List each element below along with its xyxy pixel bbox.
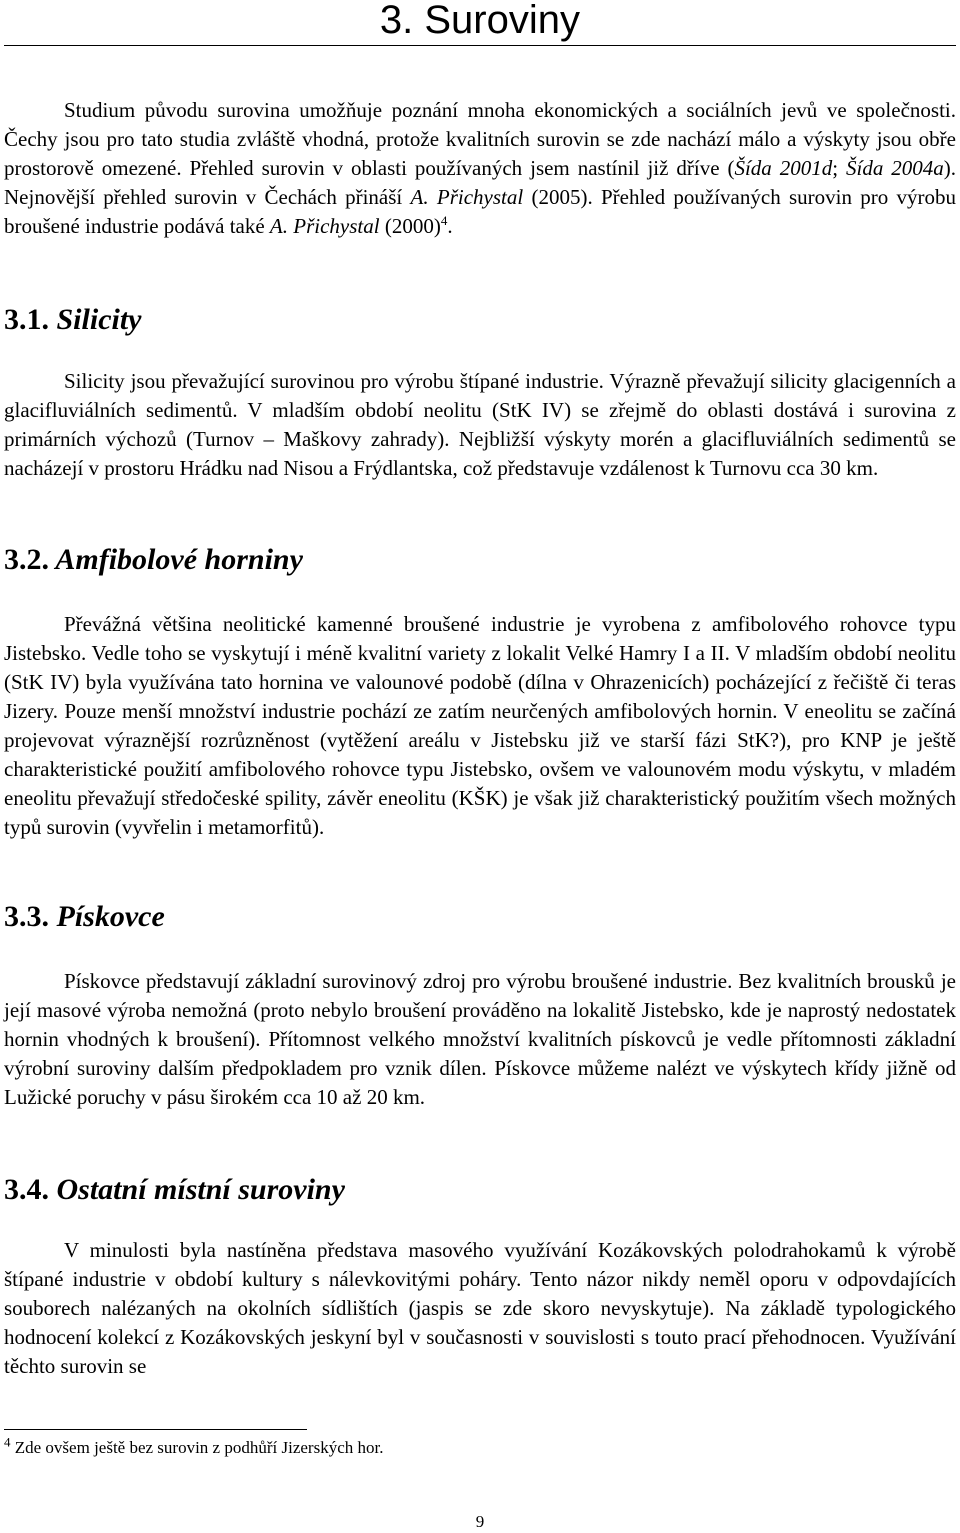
section-title: Silicity	[56, 303, 142, 336]
footnote-divider	[4, 1429, 307, 1430]
citation-separator: ;	[832, 156, 846, 180]
section-title: Pískovce	[56, 900, 165, 933]
section-number: 3.1.	[4, 303, 49, 336]
intro-text-end: .	[447, 214, 453, 238]
footnote-text: Zde ovšem ještě bez surovin z podhůří Jizerských hor.	[10, 1438, 384, 1457]
footnote-reference: 4	[440, 213, 448, 228]
footnote	[4, 1436, 956, 1460]
citation-prichystal-2000: A. Přichystal	[269, 214, 380, 238]
section-paragraph-ostatni-mistni-suroviny: V minulosti byla nastíněna představa masového využívání Kozákovských polodrahokamů k výrobě štípané industrie v období kultury s nálevkovitými poháry. Tento názor nikdy neměl oporu v odpovdajících souborech nalézaných na okolních sídlištích (jaspis se zde skoro nevyskytuje). Na základě typologického hodnocení kolekcí z Kozákovských jeskyní byl v současnosti v souvislosti s touto prací přehodnocen. Využívání těchto surovin se	[4, 1238, 956, 1378]
section-heading-amfibolove-horniny	[4, 542, 303, 578]
intro-text: Studium původu surovina umožňuje poznání mnoha ekonomických a sociálních jevů ve společnosti. Čechy jsou pro tato studia zvláště vhodná, protože kvalitních surovin se zde nachází málo a výskyty jsou obře prostorově omezené. Přehled surovin v oblasti používaných jsem nastínil již dříve (	[4, 98, 956, 180]
citation-sida-2004a: Šída 2004a	[845, 156, 944, 180]
section-heading-ostatni-mistni-suroviny	[4, 1172, 345, 1208]
intro-text-2: ). Nejnovější přehled surovin v Čechách přináší	[4, 156, 956, 209]
section-paragraph-amfibolove-horniny: Převážná většina neolitické kamenné broušené industrie je vyrobena z amfibolového rohovce typu Jistebsko. Vedle toho se vyskytují i méně kvalitní variety z lokalit Velké Hamry I a II. V mladším období neolitu (StK IV) byla využívána tato hornina ve valounové podobě (dílna v Ohrazenicích) pocházející z řečiště či teras Jizery. Pouze menší množství industrie pochází ze zatím neurčených amfibolových hornin. V eneolitu se začíná projevovat výraznější rozrůzněnost (vytěžení areálu v Jistebsku již ve starší fázi StK?), pro KNP je ještě charakteristické použití amfibolového rohovce typu Jistebsko, ovšem ve valounovém modu výskytu, v mladém eneolitu převažují středočeské spility, závěr eneolitu (KŠK) je však již charakteristický použitím všech možných typů surovin (vyvřelin i metamorfitů).	[4, 612, 956, 839]
section-paragraph-silicity: Silicity jsou převažující surovinou pro výrobu štípané industrie. Výrazně převažují silicity glacigenních a glacifluviálních sedimentů. V mladším období neolitu (StK IV) se zřejmě do oblasti dostává i surovina z primárních výchozů (Turnov – Maškovy zahrady). Nejbližší výskyty morén a glacifluviálních sedimentů se nacházejí v prostoru Hrádku nad Nisou a Frýdlantska, což představuje vzdálenost k Turnovu cca 30 km.	[4, 369, 956, 480]
section-title: Ostatní místní suroviny	[56, 1173, 345, 1206]
section-number: 3.2.	[4, 543, 49, 576]
section-paragraph-piskovce: Pískovce představují základní surovinový zdroj pro výrobu broušené industrie. Bez kvalitních brousků je její masové výroba nemožná (proto nebylo broušení prováděno na lokalitě Jistebsko, kde je naprostý nedostatek hornin vhodných k broušení). Přítomnost velkého množství kvalitních pískovců je vedle přítomnosti základní výrobní suroviny dalším předpokladem pro vznik dílen. Pískovce můžeme nalézt ve výskytech křídy jižně od Lužické poruchy v pásu širokém cca 10 až 20 km.	[4, 969, 956, 1109]
page-number: 9	[475, 1512, 485, 1531]
section-number: 3.3.	[4, 900, 49, 933]
intro-text-4: (2000)	[379, 214, 441, 238]
section-title: Amfibolové horniny	[55, 543, 303, 576]
title-divider	[4, 45, 956, 46]
section-heading-silicity	[4, 302, 142, 338]
citation-sida-2001d: Šída 2001d	[734, 156, 833, 180]
footnote-mark: 4	[4, 1434, 11, 1450]
section-number: 3.4.	[4, 1173, 49, 1206]
section-heading-piskovce	[4, 899, 165, 935]
intro-paragraph	[4, 96, 956, 241]
citation-prichystal-2005: A. Přichystal	[410, 185, 524, 209]
intro-text-3: (2005). Přehled používaných surovin pro výrobu broušené industrie podává také	[4, 185, 956, 238]
chapter-title: 3. Suroviny	[379, 0, 580, 42]
